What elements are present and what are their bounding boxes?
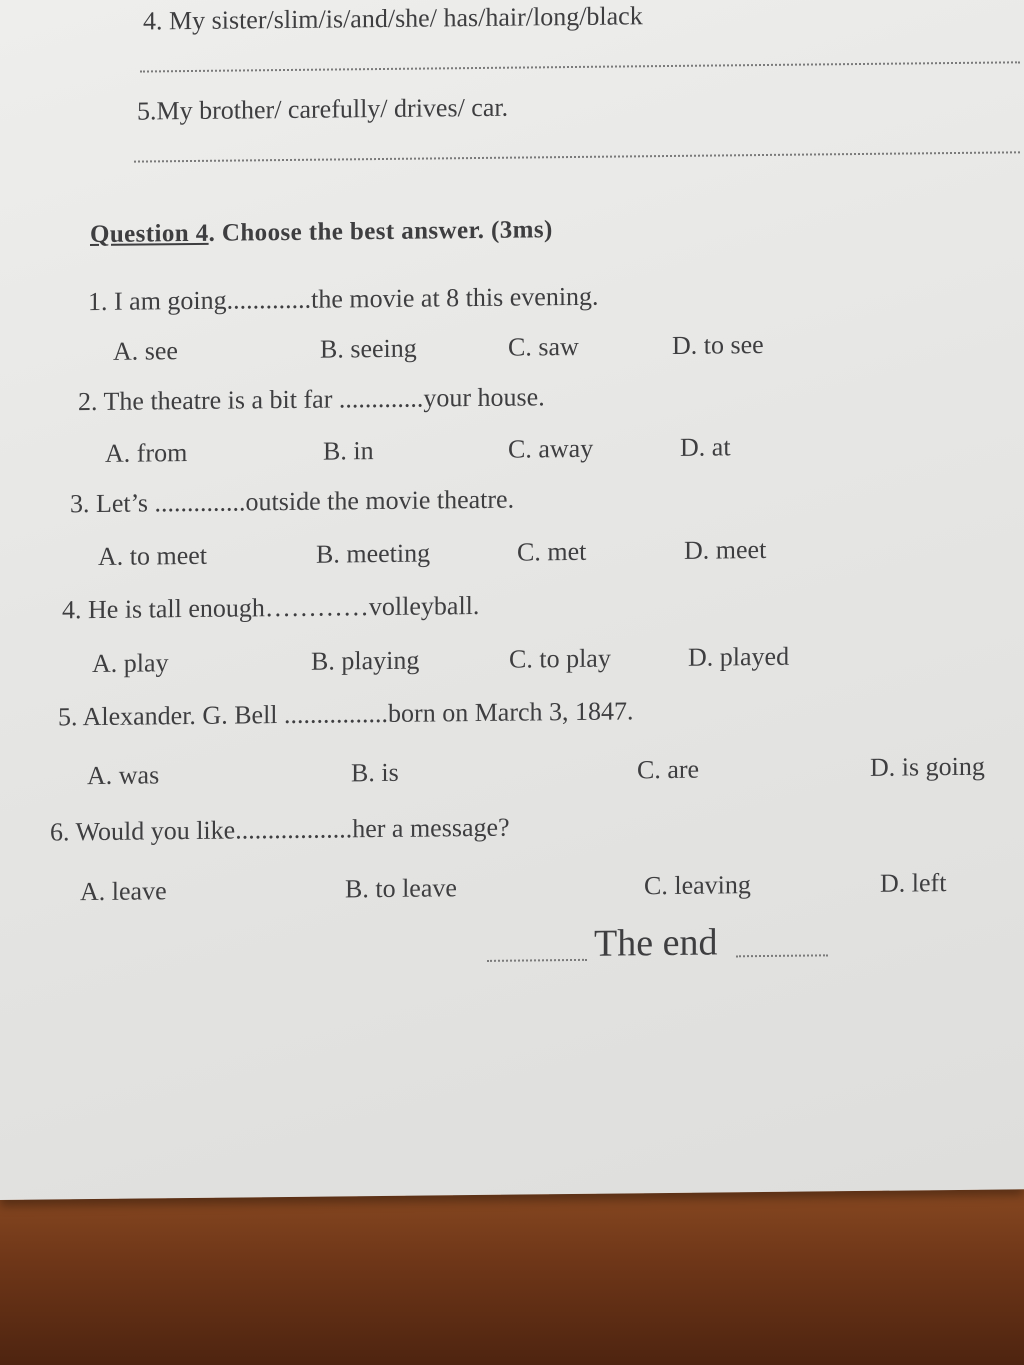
answer-line-5 <box>134 151 1020 162</box>
question-item-5: 5. Alexander. G. Bell ................born on March 3, 1847. <box>58 696 634 732</box>
question-item-2: 2. The theatre is a bit far .............your house. <box>78 382 545 417</box>
option-4d: D. played <box>688 641 790 672</box>
option-1b: B. seeing <box>320 333 417 364</box>
option-1d: D. to see <box>672 330 764 360</box>
option-4b: B. playing <box>311 645 420 676</box>
option-2d: D. at <box>680 432 731 462</box>
wooden-table <box>0 1180 1024 1365</box>
sentence-item-4: 4. My sister/slim/is/and/she/ has/hair/long/black <box>143 1 643 36</box>
option-2b: B. in <box>323 436 374 466</box>
option-1a: A. see <box>113 336 178 366</box>
question-item-1: 1. I am going.............the movie at 8 this evening. <box>88 281 599 317</box>
option-3c: C. met <box>517 536 587 567</box>
end-text: The end <box>594 921 718 965</box>
option-6b: B. to leave <box>345 873 457 904</box>
option-6c: C. leaving <box>644 870 751 901</box>
sentence-item-5: 5.My brother/ carefully/ drives/ car. <box>137 92 509 126</box>
option-6a: A. leave <box>80 876 167 907</box>
answer-line-4 <box>140 61 1020 72</box>
option-3d: D. meet <box>684 534 767 565</box>
option-4c: C. to play <box>509 643 611 674</box>
option-5a: A. was <box>87 760 160 791</box>
question-item-6: 6. Would you like..................her a message? <box>50 812 510 847</box>
option-2a: A. from <box>105 438 188 468</box>
end-rule-right <box>736 954 828 957</box>
question-item-3: 3. Let’s ..............outside the movie theatre. <box>70 484 515 519</box>
option-3b: B. meeting <box>316 538 431 569</box>
option-5b: B. is <box>351 757 399 788</box>
option-1c: C. saw <box>508 331 579 362</box>
option-3a: A. to meet <box>98 540 208 571</box>
question-item-4: 4. He is tall enough…………volleyball. <box>62 590 480 625</box>
option-5c: C. are <box>637 754 700 785</box>
end-rule-left <box>487 959 587 962</box>
option-5d: D. is going <box>870 751 985 782</box>
question-title: Question 4. Choose the best answer. (3ms) <box>90 216 553 249</box>
option-2c: C. away <box>508 433 594 464</box>
option-6d: D. left <box>880 868 947 898</box>
option-4a: A. play <box>92 648 169 679</box>
